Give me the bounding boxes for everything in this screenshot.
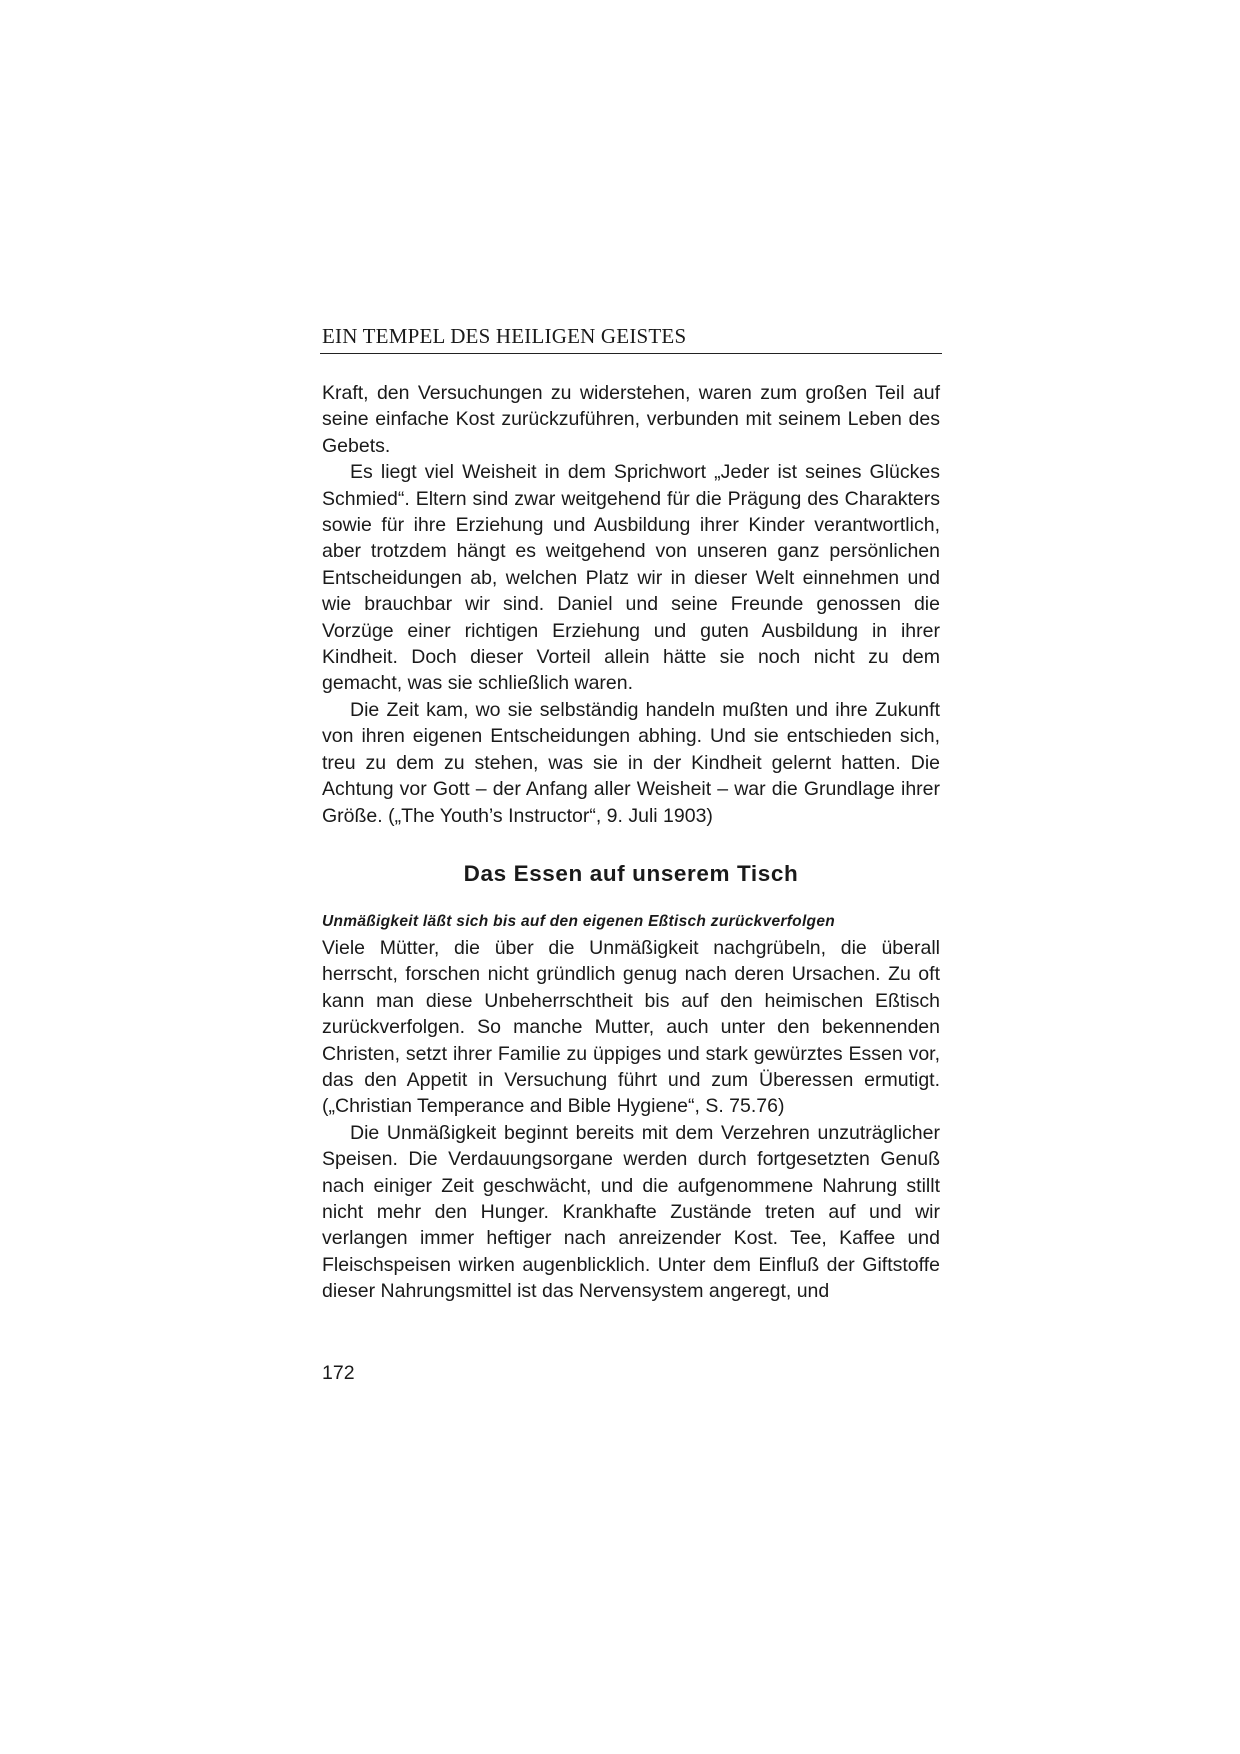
paragraph-2: Es liegt viel Weisheit in dem Sprichwort „Jeder ist seines Glückes Schmied“. Eltern sind zwar weitgehend für die Prägung des Charakters sowie für ihre Erziehung und Ausbildung ihrer Kinder verantwortlich, aber trotzdem hängt es weitgehend von unseren ganz persönlichen Entscheidungen ab, welchen Platz wir in dieser Welt einnehmen und wie brauchbar wir sind. Daniel und seine Freunde genossen die Vorzüge einer richtigen Erziehung und guten Ausbildung in ihrer Kindheit. Doch dieser Vorteil allein hätte sie noch nicht zu dem gemacht, was sie schließlich waren. <box>322 461 940 695</box>
paragraph-1: Kraft, den Versuchungen zu widerstehen, waren zum großen Teil auf seine einfache Kost zurückzuführen, verbunden mit seinem Leben des Gebets. <box>322 382 940 457</box>
page-number: 172 <box>322 1362 355 1384</box>
paragraph-4: Viele Mütter, die über die Unmäßigkeit nachgrübeln, die überall herrscht, forschen nicht gründlich genug nach deren Ursachen. Zu oft kann man diese Unbeherrschtheit bis auf den heimischen Eßtisch zurückverfolgen. So manche Mutter, auch unter den bekennenden Christen, setzt ihrer Familie zu üppiges und stark gewürztes Essen vor, das den Appetit in Versuchung führt und zum Überessen ermutigt. („Christian Temperance and Bible Hygiene“, S. 75.76) <box>322 936 940 1118</box>
paragraph-3: Die Zeit kam, wo sie selbständig handeln mußten und ihre Zukunft von ihren eigenen Entscheidungen abhing. Und sie entschieden sich, treu zu dem zu stehen, was sie in der Kindheit gelernt hatten. Die Achtung vor Gott – der Anfang aller Weisheit – war die Grundlage ihrer Größe. („The Youth’s Instructor“, 9. Juli 1903) <box>322 698 940 827</box>
running-header: EIN TEMPEL DES HEILIGEN GEISTES <box>322 324 687 348</box>
section-subtitle: Unmäßigkeit läßt sich bis auf den eigenen Eßtisch zurückverfolgen <box>322 912 836 930</box>
paragraph-5: Die Unmäßigkeit beginnt bereits mit dem Verzehren unzuträglicher Speisen. Die Verdauungsorgane werden durch fortgesetzten Genuß nach einiger Zeit geschwächt, und die aufgenommene Nahrung stillt nicht mehr den Hunger. Krankhafte Zustände treten auf und wir verlangen immer heftiger nach anreizender Kost. Tee, Kaffee und Fleischspeisen wirken augenblicklich. Unter dem Einfluß der Giftstoffe dieser Nahrungsmittel ist das Nervensystem angeregt, und <box>322 1121 940 1303</box>
section-title: Das Essen auf unserem Tisch <box>463 860 799 886</box>
body-text <box>322 380 940 1305</box>
header-rule <box>320 353 942 354</box>
